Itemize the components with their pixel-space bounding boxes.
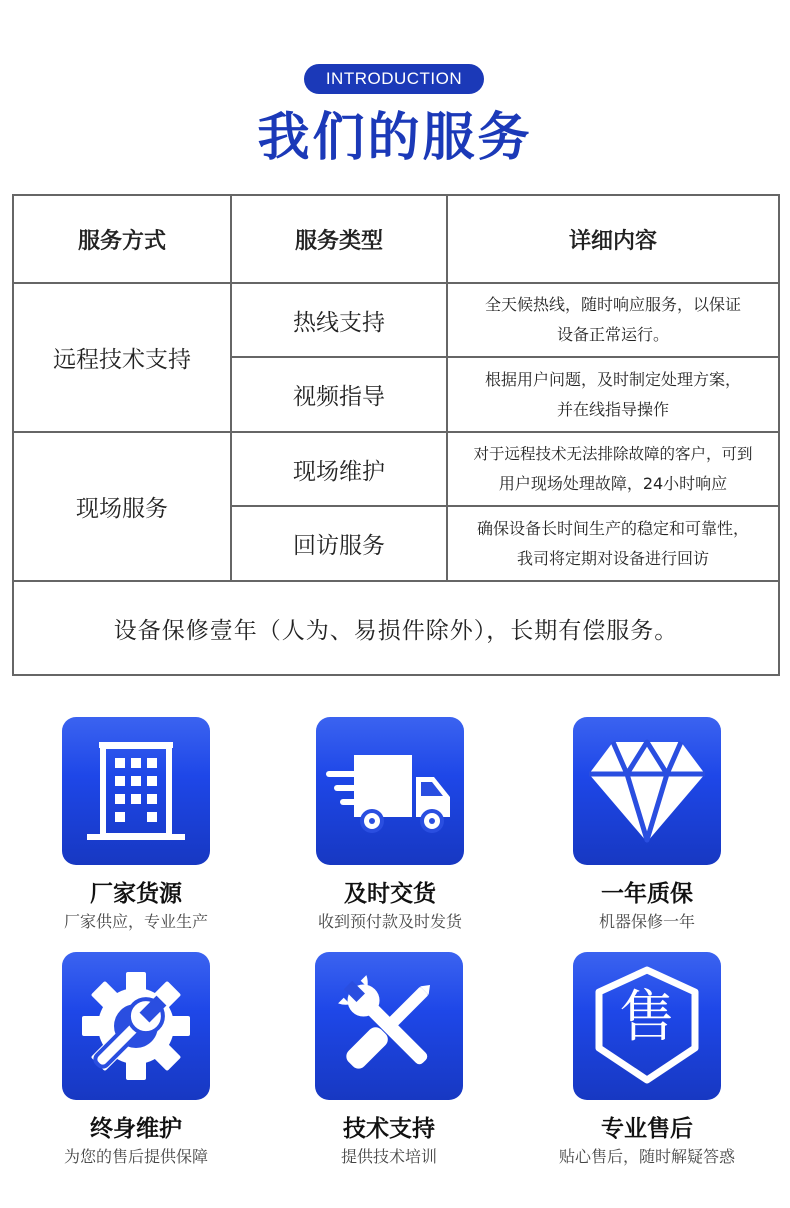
detail-line: 用户现场处理故障，24小时响应: [498, 474, 728, 493]
service-table: [12, 194, 780, 676]
feature-subtitle: 收到预付款及时发货: [317, 912, 462, 931]
intro-badge: INTRODUCTION: [304, 64, 484, 94]
feature-title: 专业售后: [601, 1116, 693, 1142]
tools-icon: [315, 952, 463, 1100]
feature-title: 厂家货源: [90, 881, 182, 907]
warranty-note: 设备保修壹年（人为、易损件除外），长期有偿服务。: [13, 581, 779, 675]
detail-line: 并在线指导操作: [556, 399, 669, 419]
diamond-icon: [573, 717, 721, 865]
after-sales-shield-icon: [573, 952, 721, 1100]
detail-line: 根据用户问题，及时制定处理方案，: [484, 369, 741, 389]
truck-icon: [316, 717, 464, 865]
feature-subtitle: 机器保修一年: [598, 912, 695, 931]
page-title: 我们的服务: [257, 108, 533, 168]
table-row: [13, 432, 779, 506]
header-detail: 详细内容: [447, 195, 779, 283]
shield-glyph: 售: [619, 985, 675, 1050]
feature-maintenance: [16, 952, 256, 1168]
feature-tech-support: [269, 952, 509, 1168]
detail-line: 全天候热线，随时响应服务，以保证: [484, 295, 741, 314]
feature-subtitle: 提供技术培训: [340, 1147, 437, 1166]
detail-cell: [447, 283, 779, 357]
header-method: 服务方式: [13, 195, 231, 283]
method-cell: 远程技术支持: [13, 283, 231, 432]
detail-line: 我司将定期对设备进行回访: [516, 548, 709, 568]
type-cell: 现场维护: [231, 432, 447, 506]
feature-warranty: [527, 717, 767, 933]
feature-subtitle: 厂家供应，专业生产: [63, 912, 208, 931]
detail-cell: [447, 506, 779, 581]
method-cell: 现场服务: [13, 432, 231, 581]
feature-after-sales: [527, 952, 767, 1168]
table-row: [13, 283, 779, 357]
feature-delivery: [270, 717, 510, 933]
header-type: 服务类型: [231, 195, 447, 283]
type-cell: 热线支持: [231, 283, 447, 357]
detail-line: 确保设备长时间生产的稳定和可靠性，: [476, 518, 749, 538]
detail-line: 对于远程技术无法排除故障的客户，可到: [473, 445, 753, 463]
type-cell: 视频指导: [231, 357, 447, 432]
feature-title: 终身维护: [90, 1116, 182, 1142]
feature-factory: [16, 717, 256, 933]
detail-cell: [447, 432, 779, 506]
detail-cell: [447, 357, 779, 432]
type-cell: 回访服务: [231, 506, 447, 581]
table-header-row: [13, 195, 779, 283]
feature-subtitle: 贴心售后，随时解疑答惑: [558, 1147, 735, 1166]
gear-wrench-icon: [62, 952, 210, 1100]
feature-title: 技术支持: [343, 1116, 435, 1142]
feature-title: 及时交货: [344, 881, 436, 907]
building-icon: [62, 717, 210, 865]
feature-subtitle: 为您的售后提供保障: [63, 1147, 208, 1166]
feature-title: 一年质保: [601, 881, 693, 907]
detail-line: 设备正常运行。: [556, 325, 669, 344]
table-row: [13, 581, 779, 675]
